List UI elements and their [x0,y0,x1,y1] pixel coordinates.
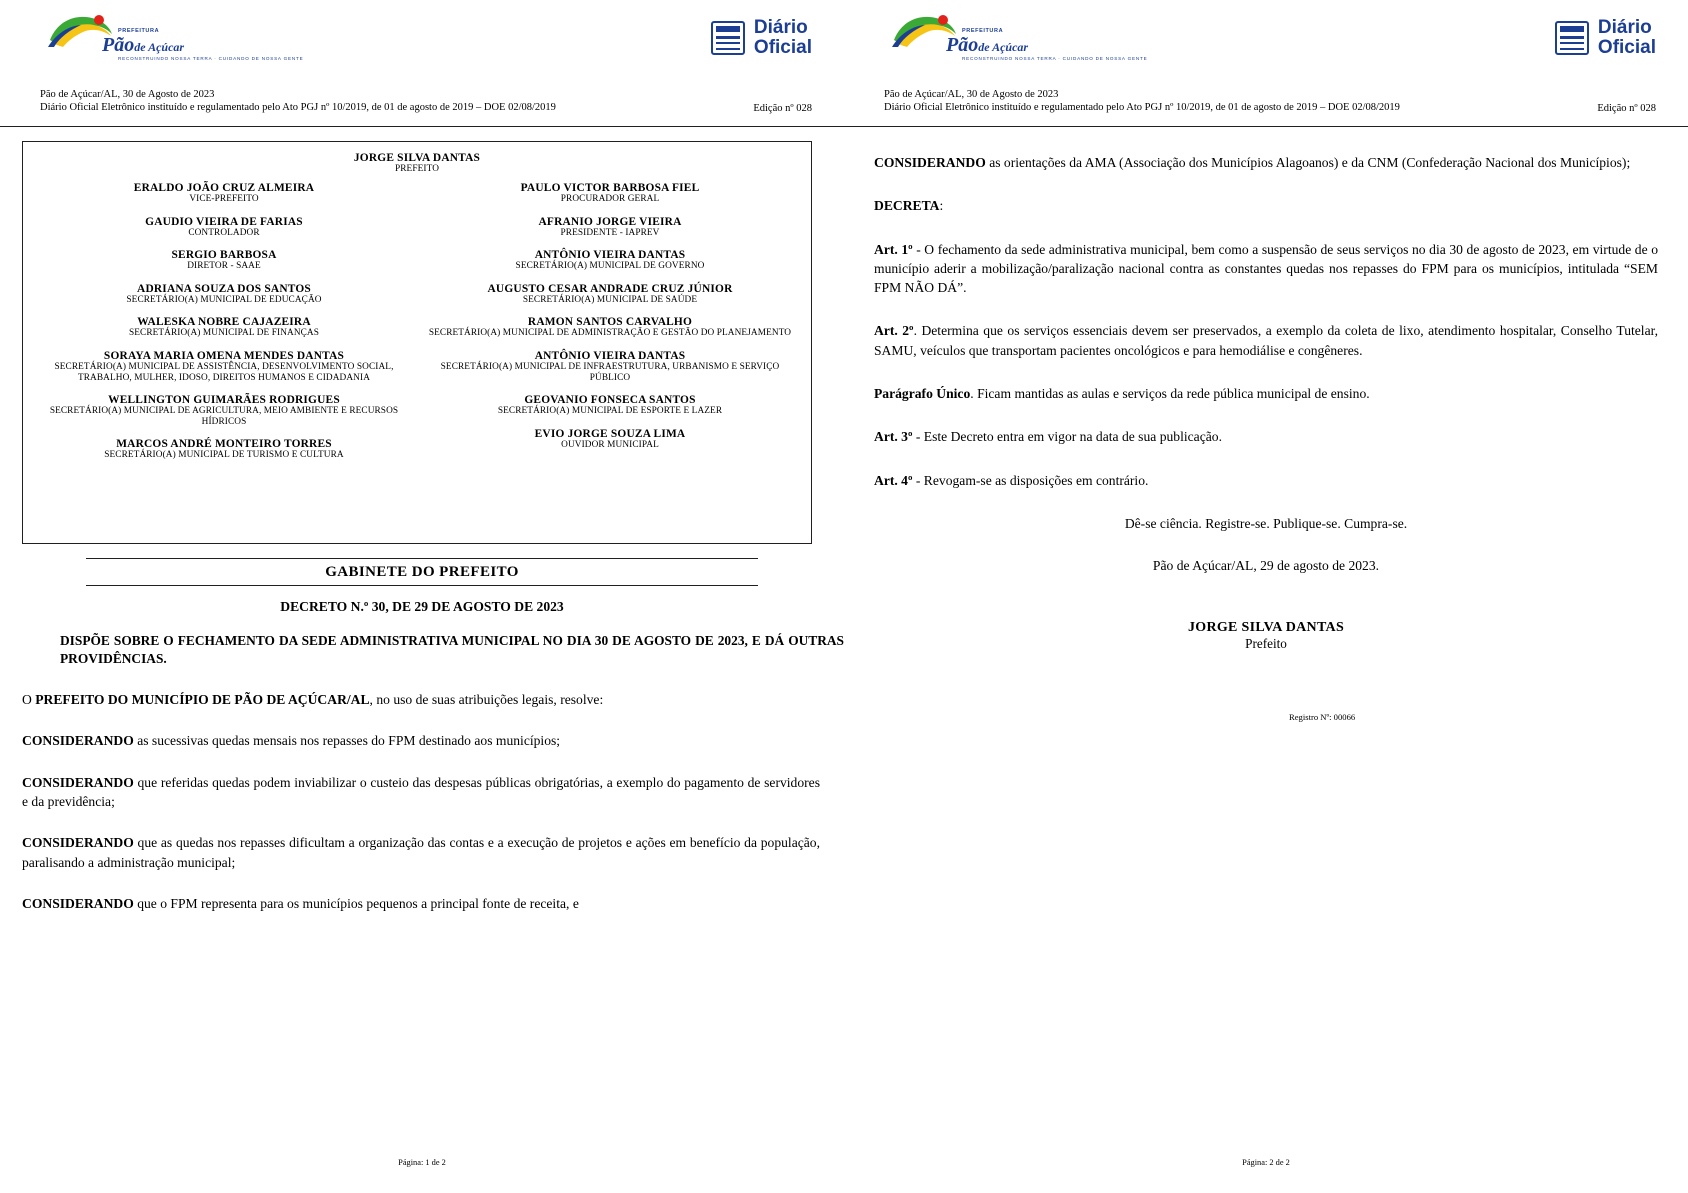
official-role: SECRETÁRIO(A) MUNICIPAL DE SAÚDE [522,294,698,305]
footer-page-1: Página: 1 de 2 [398,1158,446,1167]
list-item [37,394,411,427]
registro-number: Registro Nº: 00066 [1289,712,1356,722]
official-role: SECRETÁRIO(A) MUNICIPAL DE ASSISTÊNCIA, DESENVOLVIMENTO SOCIAL, TRABALHO, MULHER, IDOSO, DIREITOS HUMANOS E CIDADANIA [54,361,394,383]
official-name: PAULO VICTOR BARBOSA FIEL [520,182,700,194]
official-name: EVIO JORGE SOUZA LIMA [534,427,686,440]
official-name: ANTÔNIO VIEIRA DANTAS [534,349,686,362]
official-name: RAMON SANTOS CARVALHO [527,316,693,329]
considerando-4: CONSIDERANDO que o FPM representa para os municípios pequenos a principal fonte de receita, e [22,895,579,911]
list-item [423,283,797,306]
closing-statement: Dê-se ciência. Registre-se. Publique-se. Cumpra-se. [1124,515,1408,531]
diario-oficial-label: Diário Oficial [753,17,812,59]
official-role: DIRETOR - SAAE [187,261,261,272]
officials-left-column [31,182,417,472]
publication-location-date: Pão de Açúcar/AL, 30 de Agosto de 2023 [884,89,1059,100]
list-item [423,394,797,417]
considerando-2: CONSIDERANDO que referidas quedas podem inviabilizar o custeio das despesas públicas obrigatórias, a exemplo do pagamento de servidores e da previdência; [22,774,820,810]
official-name: ERALDO JOÃO CRUZ ALMEIRA [133,182,315,194]
decree-body-page-2 [874,153,1658,652]
official-role: PRESIDENTE - IAPREV [560,227,660,238]
masthead-meta-page-2 [844,88,1688,120]
signature-name: JORGE SILVA DANTAS [1187,619,1345,635]
decreta-label: DECRETA: [874,198,944,214]
officials-right-column [417,182,803,472]
masthead-meta-page-1 [0,88,844,120]
list-item [37,316,411,339]
page-title: GABINETE DO PREFEITO [325,564,519,580]
official-name: JORGE SILVA DANTAS [353,152,481,164]
diario-oficial-mark [1555,18,1656,58]
masthead-divider [0,126,844,127]
official-role: SECRETÁRIO(A) MUNICIPAL DE INFRAESTRUTURA, URBANISMO E SERVIÇO PÚBLICO [440,361,780,383]
list-item [37,438,411,461]
official-head [31,152,803,174]
official-name: ANTÔNIO VIEIRA DANTAS [534,249,686,262]
diario-oficial-mark [711,18,812,58]
signature-role: Prefeito [1245,635,1287,651]
article-3: Art. 3º - Este Decreto entra em vigor na data de sua publicação. [874,429,1222,445]
official-name: SORAYA MARIA OMENA MENDES DANTAS [103,349,345,362]
masthead-divider [844,126,1688,127]
official-role: CONTROLADOR [188,227,260,238]
official-role: SECRETÁRIO(A) MUNICIPAL DE ADMINISTRAÇÃO E GESTÃO DO PLANEJAMENTO [428,328,792,339]
heading-rule-bottom [86,585,758,586]
logo-prefeitura-label: PREFEITURA [118,28,160,34]
signature-block [874,620,1658,652]
newspaper-icon [711,21,745,55]
logo-brand-name: Pãode Açúcar [946,34,1029,56]
official-name: WALESKA NOBRE CAJAZEIRA [137,316,311,329]
edition-number: Edição nº 028 [1597,103,1656,114]
list-item [423,216,797,239]
official-role: OUVIDOR MUNICIPAL [561,439,659,450]
official-role: PREFEITO [394,164,440,174]
publication-legal-note: Diário Oficial Eletrônico instituído e regulamentado pelo Ato PGJ nº 10/2019, de 01 de agosto de 2019 – DOE 02/08/2019 [884,102,1400,114]
masthead-page-1 [0,0,844,88]
official-name: SERGIO BARBOSA [171,249,277,262]
list-item [423,249,797,272]
list-item [37,350,411,383]
list-item [423,350,797,383]
official-role: SECRETÁRIO(A) MUNICIPAL DE FINANÇAS [128,328,320,339]
official-name: ADRIANA SOUZA DOS SANTOS [137,282,311,295]
list-item [37,249,411,272]
publication-location-date: Pão de Açúcar/AL, 30 de Agosto de 2023 [40,89,215,100]
considerando-3: CONSIDERANDO que as quedas nos repasses dificultam a organização das contas e a execução de projetos e ações em benefício da população, paralisando a administração municipal; [22,835,820,870]
place-and-date: Pão de Açúcar/AL, 29 de agosto de 2023. [1152,557,1380,573]
prefeitura-logo [884,14,1148,74]
considerando-5: CONSIDERANDO as orientações da AMA (Associação dos Municípios Alagoanos) e da CNM (Confederação Nacional dos Municípios); [874,155,1631,170]
paragrafo-unico: Parágrafo Único. Ficam mantidas as aulas e serviços da rede pública municipal de ensino. [874,386,1370,402]
official-role: SECRETÁRIO(A) MUNICIPAL DE TURISMO E CULTURA [104,450,344,461]
prefeitura-logo [40,14,304,74]
official-role: PROCURADOR GERAL [560,194,660,204]
list-item [423,182,797,205]
decree-summary: DISPÕE SOBRE O FECHAMENTO DA SEDE ADMINISTRATIVA MUNICIPAL NO DIA 30 DE AGOSTO DE 2023, E DÁ OUTRAS PROVIDÊNCIAS. [60,633,844,667]
official-name: MARCOS ANDRÉ MONTEIRO TORRES [116,438,332,451]
list-item [423,316,797,339]
logo-prefeitura-label: PREFEITURA [962,28,1004,34]
diario-oficial-label: Diário Oficial [1597,17,1656,59]
section-heading [86,558,758,586]
decree-preamble: O PREFEITO DO MUNICÍPIO DE PÃO DE AÇÚCAR/AL, no uso de suas atribuições legais, resolve: [22,692,604,708]
logo-tagline: RECONSTRUINDO NOSSA TERRA · CUIDANDO DE NOSSA GENTE [118,56,304,61]
decree-body-page-1 [22,690,820,913]
official-name: WELLINGTON GUIMARÃES RODRIGUES [108,394,340,407]
decree-number: DECRETO N.º 30, DE 29 DE AGOSTO DE 2023 [280,599,564,614]
officials-box [22,141,812,544]
official-name: AFRANIO JORGE VIEIRA [538,215,682,228]
logo-tagline: RECONSTRUINDO NOSSA TERRA · CUIDANDO DE NOSSA GENTE [962,56,1148,61]
logo-brand-name: Pãode Açúcar [102,34,185,56]
official-role: VICE-PREFEITO [189,194,259,204]
list-item [37,216,411,239]
footer-page-2: Página: 2 de 2 [1242,1158,1290,1167]
considerando-1: CONSIDERANDO as sucessivas quedas mensais nos repasses do FPM destinado aos municípios; [22,733,561,749]
masthead-page-2 [844,0,1688,88]
official-role: SECRETÁRIO(A) MUNICIPAL DE EDUCAÇÃO [126,294,322,305]
publication-legal-note: Diário Oficial Eletrônico instituído e regulamentado pelo Ato PGJ nº 10/2019, de 01 de agosto de 2019 – DOE 02/08/2019 [40,102,556,114]
official-name: AUGUSTO CESAR ANDRADE CRUZ JÚNIOR [487,282,733,295]
page-2 [844,0,1688,1193]
newspaper-icon [1555,21,1589,55]
official-role: SECRETÁRIO(A) MUNICIPAL DE ESPORTE E LAZER [497,406,723,417]
official-name: GEOVANIO FONSECA SANTOS [524,394,696,407]
article-2: Art. 2º. Determina que os serviços essenciais devem ser preservados, a exemplo da coleta de lixo, atendimento hospitalar, Conselho Tutelar, SAMU, veículos que transportam pacientes oncológicos e para hemodiálise e congêneres. [874,323,1659,358]
list-item [37,182,411,205]
edition-number: Edição nº 028 [753,103,812,114]
article-1: Art. 1º - O fechamento da sede administrativa municipal, bem como a suspensão de seus serviços no dia 30 de agosto de 2023, em virtude de o município aderir a mobilização/paralização nacional contra as constantes quedas nos repasses do FPM para os municípios, intitulada “SEM FPM NÃO DÁ”. [874,241,1658,296]
official-role: SECRETÁRIO(A) MUNICIPAL DE AGRICULTURA, MEIO AMBIENTE E RECURSOS HÍDRICOS [49,406,399,427]
official-role: SECRETÁRIO(A) MUNICIPAL DE GOVERNO [515,261,705,272]
list-item [423,428,797,451]
list-item [37,283,411,306]
article-4: Art. 4º - Revogam-se as disposições em contrário. [874,472,1149,488]
official-name: GAUDIO VIEIRA DE FARIAS [145,215,303,228]
